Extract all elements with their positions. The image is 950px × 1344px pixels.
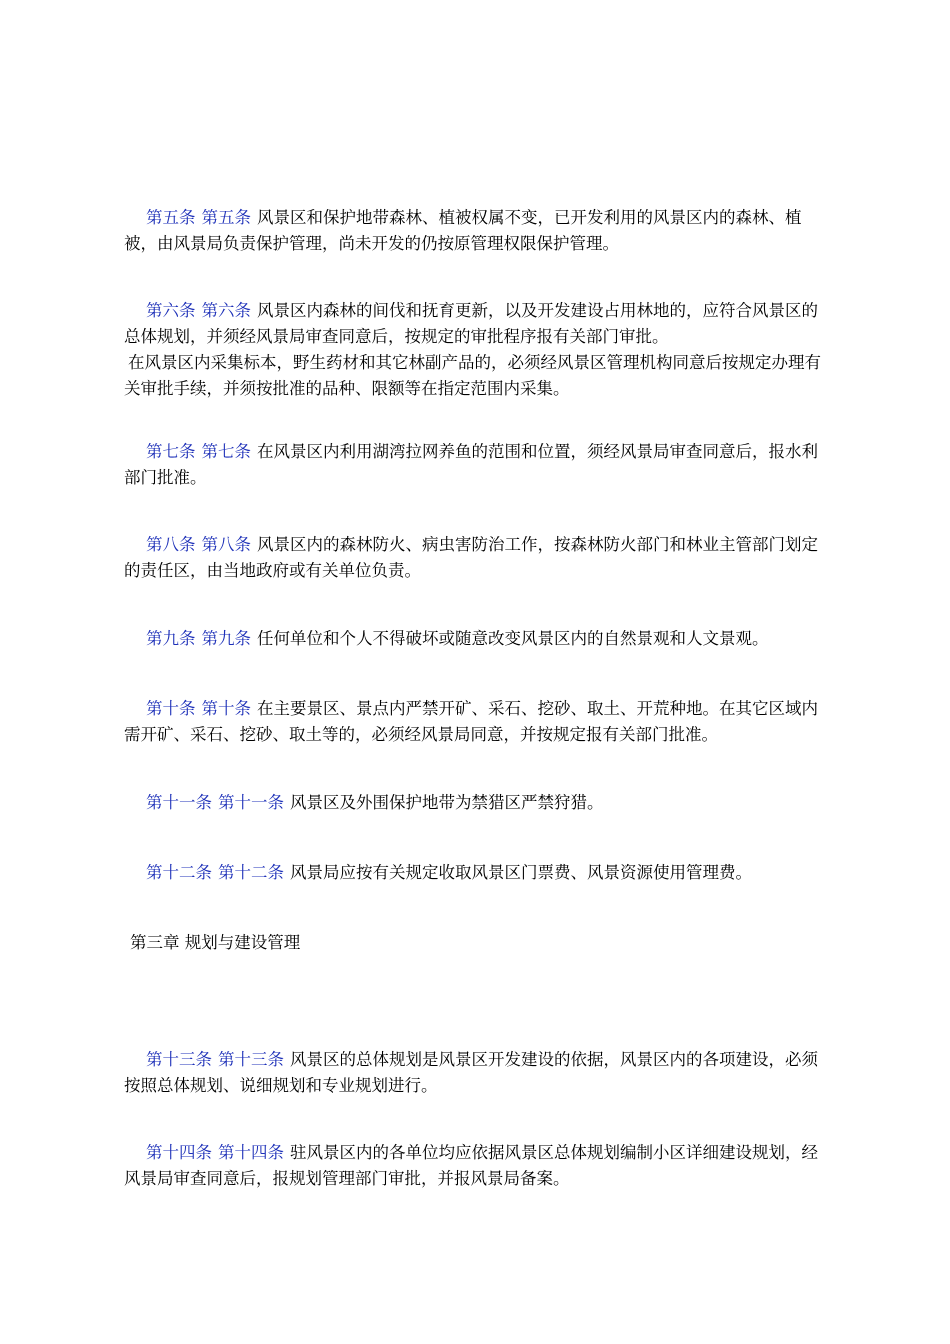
article-number: 第九条 [146, 629, 196, 648]
article-number: 第六条 [146, 301, 196, 320]
article-14 [124, 1140, 830, 1192]
article-number: 第十四条 [146, 1143, 212, 1162]
article-text: 任何单位和个人不得破坏或随意改变风景区内的自然景观和人文景观。 [257, 629, 769, 648]
article-9 [124, 626, 830, 652]
article-text: 风景区的总体规划是风景区开发建设的依据，风景区内的各项建设，必须按照总体规划、说细规划和专业规划进行。 [124, 1050, 818, 1095]
article-extra-text: 在风景区内采集标本，野生药材和其它林副产品的，必须经风景区管理机构同意后按规定办理有关审批手续，并须按批准的品种、限额等在指定范围内采集。 [124, 353, 821, 398]
article-number-repeat: 第十一条 [218, 793, 284, 812]
article-10 [124, 696, 830, 748]
article-number-repeat: 第十四条 [218, 1143, 284, 1162]
article-text: 风景局应按有关规定收取风景区门票费、风景资源使用管理费。 [290, 863, 752, 882]
article-13 [124, 1047, 830, 1099]
chapter-heading: 第三章 规划与建设管理 [130, 933, 301, 952]
article-number: 第五条 [146, 208, 196, 227]
article-5 [124, 205, 830, 257]
article-number-repeat: 第九条 [201, 629, 251, 648]
article-text: 驻风景区内的各单位均应依据风景区总体规划编制小区详细建设规划，经风景局审查同意后，报规划管理部门审批，并报风景局备案。 [124, 1143, 818, 1188]
article-number: 第十三条 [146, 1050, 212, 1069]
article-number: 第十一条 [146, 793, 212, 812]
article-number-repeat: 第七条 [201, 442, 251, 461]
article-text: 风景区内森林的间伐和抚育更新，以及开发建设占用林地的，应符合风景区的总体规划，并须经风景局审查同意后，按规定的审批程序报有关部门审批。 [124, 301, 818, 346]
article-number: 第十条 [146, 699, 196, 718]
article-8 [124, 532, 830, 584]
article-number: 第七条 [146, 442, 196, 461]
article-text: 在风景区内利用湖湾拉网养鱼的范围和位置，须经风景局审查同意后，报水利部门批准。 [124, 442, 818, 487]
article-number-repeat: 第十条 [201, 699, 251, 718]
article-number: 第八条 [146, 535, 196, 554]
article-11 [124, 790, 830, 816]
article-6 [124, 298, 830, 402]
article-text: 风景区内的森林防火、病虫害防治工作，按森林防火部门和林业主管部门划定的责任区，由当地政府或有关单位负责。 [124, 535, 818, 580]
article-number-repeat: 第十二条 [218, 863, 284, 882]
article-number-repeat: 第五条 [201, 208, 251, 227]
article-7 [124, 439, 830, 491]
article-text: 风景区和保护地带森林、植被权属不变，已开发利用的风景区内的森林、植被，由风景局负责保护管理，尚未开发的仍按原管理权限保护管理。 [124, 208, 802, 253]
article-number: 第十二条 [146, 863, 212, 882]
article-text: 风景区及外围保护地带为禁猎区严禁狩猎。 [290, 793, 604, 812]
article-number-repeat: 第十三条 [218, 1050, 284, 1069]
article-text: 在主要景区、景点内严禁开矿、采石、挖砂、取土、开荒种地。在其它区域内需开矿、采石、挖砂、取土等的，必须经风景局同意，并按规定报有关部门批准。 [124, 699, 818, 744]
article-number-repeat: 第八条 [201, 535, 251, 554]
article-12 [124, 860, 830, 886]
article-number-repeat: 第六条 [201, 301, 251, 320]
